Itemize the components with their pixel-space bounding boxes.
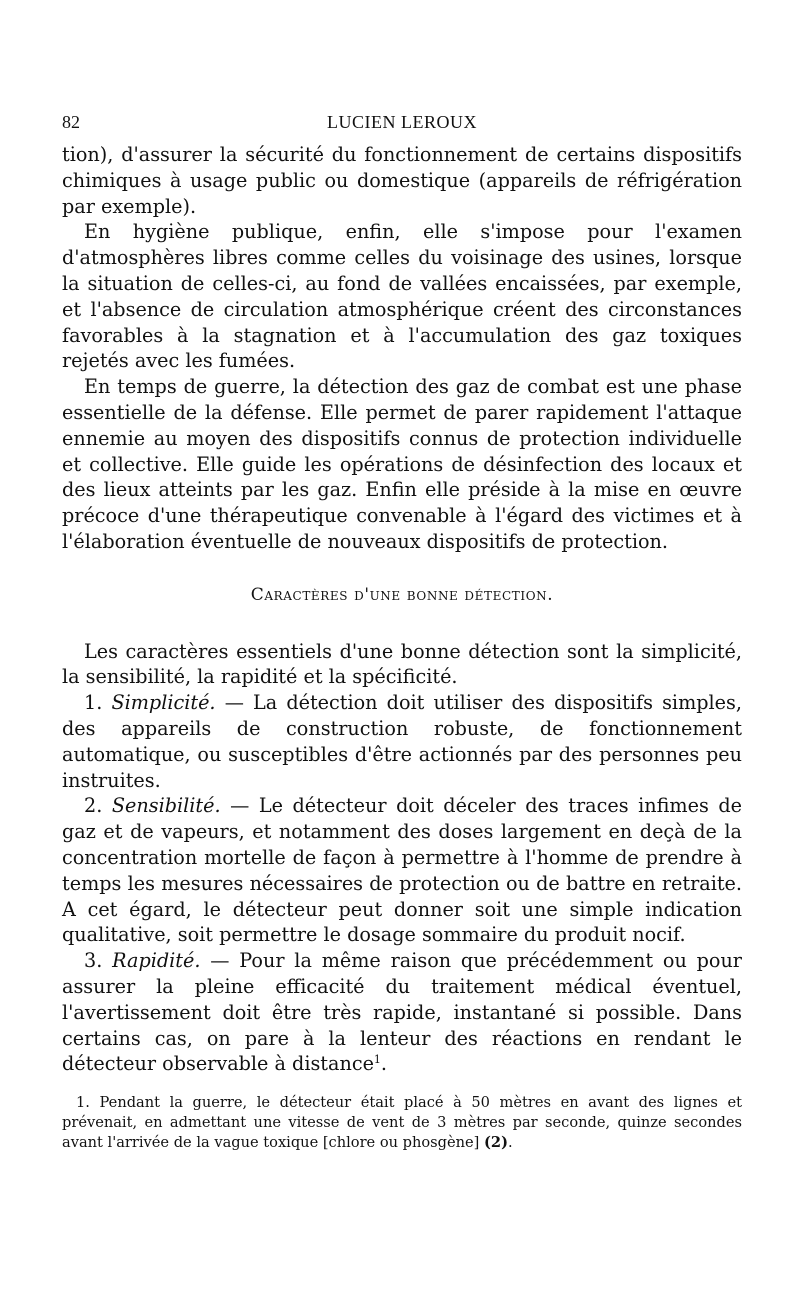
item-number: 2.: [84, 794, 103, 818]
list-item-rapidity: [62, 948, 742, 1077]
body-text: [62, 142, 742, 1077]
item-text: — Pour la même raison que précédemment ou pour assurer la pleine efficacité du traitement médical éventuel, l'avertissement doit être très rapide, instantané si possible. Dans certains cas, on pare à la lenteur des réactions en rendant le détecteur observable à distance: [62, 949, 742, 1076]
item-text: — Le détecteur doit déceler des traces infimes de gaz et de vapeurs, et notamment des doses largement en deçà de la concentration mortelle de façon à permettre à l'homme de prendre à temps les mesures nécessaires de protection ou de battre en retraite. A cet égard, le détecteur peut donner soit une simple indication qualitative, soit permettre le dosage sommaire du produit nocif.: [62, 794, 742, 947]
footnote-number: 1.: [76, 1094, 90, 1112]
paragraph-public-hygiene: En hygiène publique, enfin, elle s'impose pour l'examen d'atmosphères libres comme celles du voisinage des usines, lorsque la situation de celles-ci, au fond de vallées encaissées, par exemple, et l'absence de circulation atmosphérique créent des circonstances favorables à la stagnation et à l'accumulation des gaz toxiques rejetés avec les fumées.: [62, 220, 742, 373]
page-header: [62, 112, 742, 142]
footnote-ref[interactable]: 1: [373, 1053, 381, 1067]
item-number: 3.: [84, 949, 103, 973]
list-item-simplicity: [62, 690, 742, 793]
section-heading: Caractères d'une bonne détection.: [250, 584, 554, 605]
footnotes: [62, 1093, 742, 1153]
paragraph-intro: Les caractères essentiels d'une bonne détection sont la simplicité, la sensibilité, la rapidité et la spécificité.: [62, 639, 742, 689]
paragraph-continuation: tion), d'assurer la sécurité du fonctionnement de certains dispositifs chimiques à usage public ou domestique (appareils de réfrigération par exemple).: [62, 143, 742, 218]
item-end: .: [380, 1052, 388, 1076]
footnote-citation: (2): [484, 1134, 508, 1152]
running-title: LUCIEN LEROUX: [327, 112, 477, 132]
list-item-sensitivity: [62, 793, 742, 948]
item-text: — La détection doit utiliser des dispositifs simples, des appareils de construction robuste, de fonctionnement automatique, ou susceptibles d'être actionnés par des personnes peu instruites.: [62, 691, 742, 792]
footnote-1: [62, 1093, 742, 1153]
page-number: 82: [62, 112, 80, 132]
item-term: Rapidité.: [112, 949, 201, 973]
item-term: Sensibilité.: [111, 794, 221, 818]
item-number: 1.: [84, 691, 103, 715]
item-term: Simplicité.: [111, 691, 216, 715]
footnote-end: .: [508, 1134, 513, 1152]
footnote-text: Pendant la guerre, le détecteur était placé à 50 mètres en avant des lignes et prévenait, en admettant une vitesse de vent de 3 mètres par seconde, quinze secondes avant l'arrivée de la vague toxique [chlore ou phosgène]: [62, 1094, 742, 1152]
book-page: [62, 112, 742, 1153]
paragraph-wartime: En temps de guerre, la détection des gaz de combat est une phase essentielle de la défense. Elle permet de parer rapidement l'attaque ennemie au moyen des dispositifs connus de protection individuelle et collective. Elle guide les opérations de désinfection des locaux et des lieux atteints par les gaz. Enfin elle préside à la mise en œuvre précoce d'une thérapeutique convenable à l'égard des victimes et à l'élaboration éventuelle de nouveaux dispositifs de protection.: [62, 375, 742, 553]
